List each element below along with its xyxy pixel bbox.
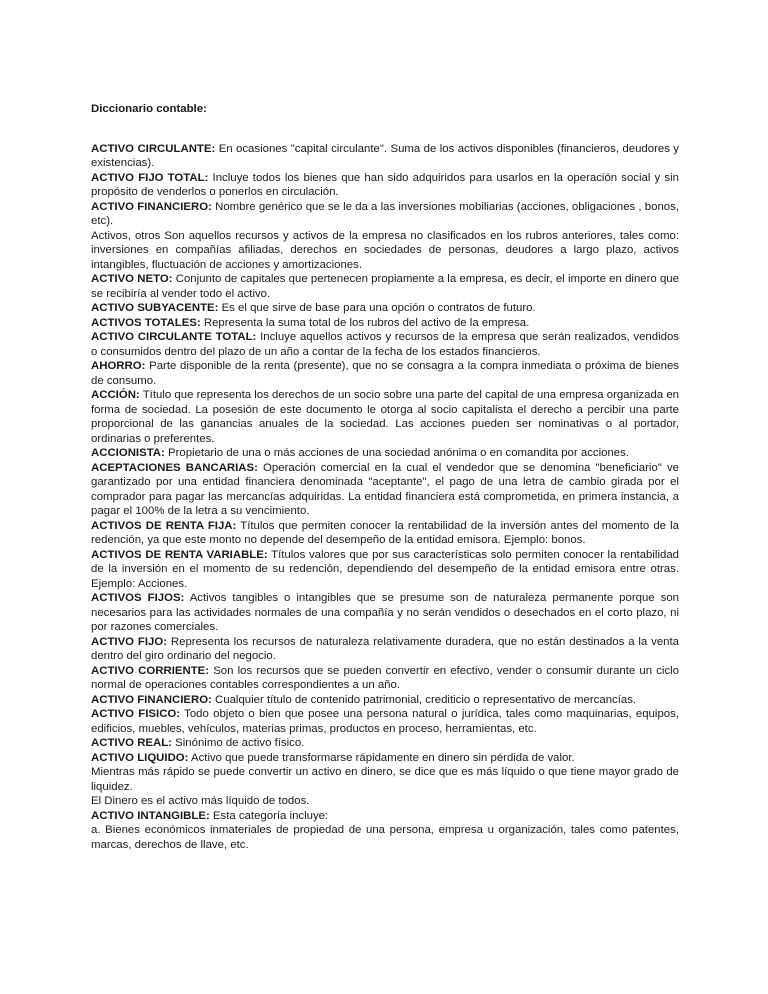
dictionary-entry [91,142,679,171]
entry-definition: El Dinero es el activo más líquido de todos. [91,795,310,807]
dictionary-entry [91,635,679,664]
entry-definition: Cualquier título de contenido patrimonial, crediticio o representativo de mercancías. [211,693,637,706]
entry-term: ACTIVOS FIJOS: [91,592,185,604]
entry-definition: Mientras más rápido se puede convertir un activo en dinero, se dice que es más líquido o que tiene mayor grado de liquidez. [91,766,679,793]
entry-term: ACTIVO LIQUIDO: [91,751,189,764]
entry-definition: Activos tangibles o intangibles que se presume son de naturaleza permanente porque son necesarios para las actividades normales de una compañía y no serán vendidos o desechados en el corto plazo, ni por razones comerciales. [91,592,679,633]
dictionary-entry [91,707,679,736]
dictionary-entries [91,142,679,853]
dictionary-entry [91,736,679,751]
dictionary-entry [91,171,679,200]
entry-term: AHORRO: [91,360,146,372]
entry-definition: Sinónimo de activo físico. [172,737,305,749]
entry-term: ACTIVO NETO: [91,273,173,285]
dictionary-entry [91,548,679,592]
entry-term: ACCIÓN: [91,389,140,401]
dictionary-entry [91,229,679,273]
dictionary-entry [91,446,679,461]
dictionary-entry [91,519,679,548]
entry-definition: Nombre genérico que se le da a las inversiones mobiliarias (acciones, obligaciones , bonos, etc). [91,200,679,227]
dictionary-entry [91,200,679,229]
entry-definition: Títulos valores que por sus características solo permiten conocer la rentabilidad de la inversión en el momento de su redención, dependiendo del desempeño de la entidad emisora entre otras. Ejemplo: Acciones. [91,548,679,590]
dictionary-entry [91,330,679,359]
entry-term: ACTIVO FISICO: [91,708,181,720]
dictionary-entry [91,664,679,693]
document-title: Diccionario contable: [91,103,207,115]
entry-term: ACTIVO FINANCIERO: [91,200,212,213]
dictionary-entry [91,272,679,301]
entry-definition: Son los recursos que se pueden convertir en efectivo, vender o consumir durante un ciclo normal de operaciones contables correspondientes a un año. [91,664,680,691]
entry-definition: Títulos que permiten conocer la rentabilidad de la inversión antes del momento de la redención, ya que este monto no depende del desempeño de la entidad emisora. Ejemplo: bonos. [91,519,680,546]
dictionary-entry [91,809,679,824]
entry-definition: Incluye aquellos activos y recursos de la empresa que serán realizados, vendidos o consumidos dentro del plazo de un año a contar de la fecha de los estados financieros. [91,331,679,358]
entry-term: ACTIVOS DE RENTA FIJA: [91,519,237,532]
entry-definition: En ocasiones "capital circulante". Suma de los activos disponibles (financieros, deudores y existencias). [91,142,680,169]
entry-term: ACTIVO CIRCULANTE TOTAL: [91,331,257,343]
entry-definition: Operación comercial en la cual el vendedor que se denomina "beneficiario" ve garantizado por una entidad financiera denominada "aceptante", el pago de una letra de cambio girada por el comprador para pagar las mercancías adquiridas. La entidad financiera está comprometida, en primera instancia, a pagar el 100% de la letra a su vencimiento. [91,461,679,517]
entry-definition: Título que representa los derechos de un socio sobre una parte del capital de una empresa organizada en forma de sociedad. La posesión de este documento le otorga al socio capitalista el derecho a percibir una parte proporcional de las ganancias anuales de la sociedad. Las acciones pueden ser nominativas o al portador, ordinarias o preferentes. [91,389,679,445]
dictionary-entry [91,794,679,809]
entry-definition: Esta categoría incluye: [209,809,329,822]
dictionary-entry [91,359,679,388]
entry-term: ACTIVO CORRIENTE: [91,664,210,677]
entry-term: ACEPTACIONES BANCARIAS: [91,461,258,474]
entry-definition: Activos, otros Son aquellos recursos y activos de la empresa no clasificados en los rubros anteriores, tales como: inversiones en compañías afiliadas, derechos en sociedades de personas, deudores a largo plazo, activos intangibles, fluctuación de acciones y amortizaciones. [91,229,679,271]
dictionary-entry [91,823,679,852]
entry-definition: Propietario de una o más acciones de una sociedad anónima o en comandita por acciones. [164,447,629,459]
entry-definition: Representa los recursos de naturaleza relativamente duradera, que no están destinados a la venta dentro del giro ordinario del negocio. [91,635,679,662]
entry-term: ACTIVO FINANCIERO: [91,693,212,706]
entry-term: ACTIVO CIRCULANTE: [91,142,216,155]
entry-term: ACTIVOS DE RENTA VARIABLE: [91,548,268,561]
dictionary-entry [91,301,679,316]
entry-definition: Parte disponible de la renta (presente), que no se consagra a la compra inmediata o próxima de bienes de consumo. [91,360,679,387]
dictionary-entry [91,316,679,331]
entry-term: ACTIVO INTANGIBLE: [91,809,210,822]
dictionary-entry [91,751,679,766]
entry-term: ACCIONISTA: [91,447,165,459]
entry-term: ACTIVO REAL: [91,737,172,749]
dictionary-entry [91,765,679,794]
entry-definition: Incluye todos los bienes que han sido adquiridos para usarlos en la operación social y sin propósito de venderlos o ponerlos en circulación. [91,171,679,198]
entry-definition: Es el que sirve de base para una opción o contratos de futuro. [218,302,536,314]
entry-term: ACTIVOS TOTALES: [91,316,201,329]
entry-definition: Conjunto de capitales que pertenecen propiamente a la empresa, es decir, el importe en dinero que se recibiría al vender todo el activo. [91,273,679,300]
entry-definition: Representa la suma total de los rubros del activo de la empresa. [200,316,530,329]
entry-term: ACTIVO FIJO: [91,635,168,648]
entry-term: ACTIVO SUBYACENTE: [91,302,219,314]
entry-definition: a. Bienes económicos inmateriales de propiedad de una persona, empresa u organización, tales como patentes, marcas, derechos de llave, etc. [91,824,679,851]
dictionary-entry [91,693,679,708]
entry-definition: Activo que puede transformarse rápidamente en dinero sin pérdida de valor. [188,751,575,764]
dictionary-entry [91,591,679,635]
entry-definition: Todo objeto o bien que posee una persona natural o jurídica, tales como maquinarias, equipos, edificios, muebles, vehículos, materias primas, productos en proceso, herramientas, etc. [91,708,679,735]
dictionary-entry [91,461,679,519]
entry-term: ACTIVO FIJO TOTAL: [91,171,209,184]
dictionary-entry [91,388,679,446]
